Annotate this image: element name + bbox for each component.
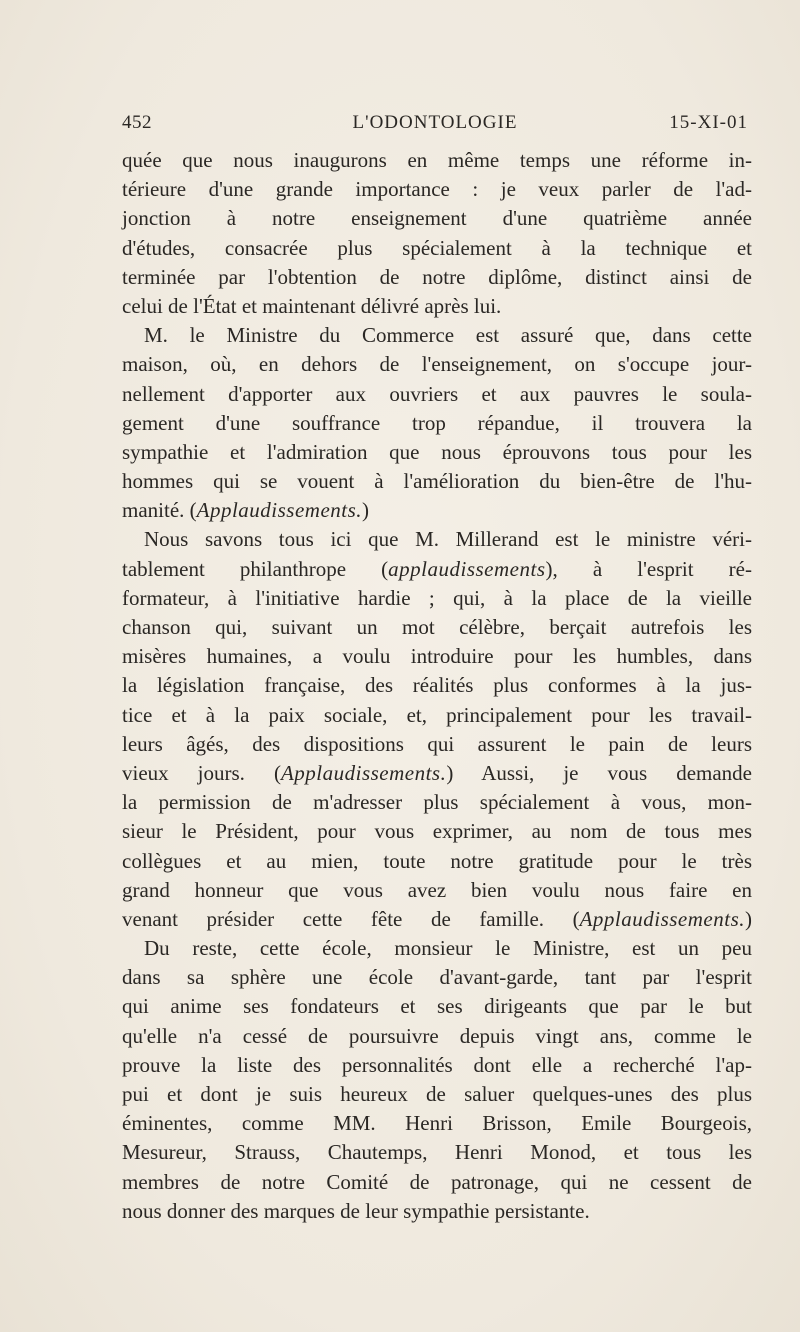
text-segment: venant présider cette fête de famille. (: [122, 906, 580, 931]
issue-date: 15-XI-01: [669, 112, 748, 133]
text-line: Nous savons tous ici que M. Millerand est le ministre véri-: [144, 527, 752, 552]
text-line: leurs âgés, des dispositions qui assurent le pain de leurs: [122, 731, 752, 756]
text-line: M. le Ministre du Commerce est assuré que, dans cette: [144, 323, 752, 348]
text-line: Mesureur, Strauss, Chautemps, Henri Monod, et tous les: [122, 1140, 752, 1165]
text-line: tice et à la paix sociale, et, principalement pour les travail-: [122, 702, 752, 727]
text-line: nous donner des marques de leur sympathie persistante.: [122, 1198, 590, 1223]
text-line: quée que nous inaugurons en même temps une réforme in-: [122, 148, 752, 172]
text-line: membres de notre Comité de patronage, qui ne cessent de: [122, 1169, 752, 1194]
text-line: hommes qui se vouent à l'amélioration du bien-être de l'hu-: [122, 469, 752, 494]
journal-title: L'ODONTOLOGIE: [352, 112, 518, 133]
text-line: [122, 905, 752, 934]
running-header: [122, 112, 748, 142]
italic-segment: Applaudissements.: [280, 760, 447, 785]
body-text: [122, 146, 752, 1226]
text-line: maison, où, en dehors de l'enseignement, on s'occupe jour-: [122, 352, 752, 377]
text-line: d'études, consacrée plus spécialement à la technique et: [122, 235, 752, 260]
text-line: terminée par l'obtention de notre diplôme, distinct ainsi de: [122, 264, 752, 289]
text-line: [122, 555, 752, 584]
text-line: sieur le Président, pour vous exprimer, au nom de tous mes: [122, 819, 752, 844]
italic-segment: applaudissements: [388, 556, 546, 581]
text-line: [122, 496, 752, 525]
text-segment: vieux jours. (: [122, 760, 281, 785]
text-segment: ): [745, 906, 752, 931]
text-segment: ), à l'esprit ré-: [545, 556, 752, 581]
italic-segment: Applaudissements.: [579, 906, 745, 931]
text-line: chanson qui, suivant un mot célèbre, berçait autrefois les: [122, 615, 752, 639]
text-line: qui anime ses fondateurs et ses dirigeants que par le but: [122, 994, 752, 1019]
text-line: la législation française, des réalités plus conformes à la jus-: [122, 673, 752, 698]
text-line: collègues et au mien, toute notre gratitude pour le très: [122, 848, 752, 873]
text-line: gement d'une souffrance trop répandue, il trouvera la: [122, 410, 752, 435]
text-line: jonction à notre enseignement d'une quatrième année: [122, 206, 752, 231]
text-line: grand honneur que vous avez bien voulu nous faire en: [122, 877, 752, 902]
text-line: dans sa sphère une école d'avant-garde, tant par l'esprit: [122, 965, 752, 990]
text-segment: ) Aussi, je vous demande: [446, 760, 752, 785]
text-line: [122, 759, 752, 788]
text-line: térieure d'une grande importance : je veux parler de l'ad-: [122, 177, 752, 202]
text-line: pui et dont je suis heureux de saluer quelques-unes des plus: [122, 1082, 752, 1106]
text-line: sympathie et l'admiration que nous éprouvons tous pour les: [122, 439, 752, 464]
page-number: 452: [122, 112, 152, 133]
text-line: qu'elle n'a cessé de poursuivre depuis vingt ans, comme le: [122, 1023, 752, 1048]
text-line: prouve la liste des personnalités dont elle a recherché l'ap-: [122, 1052, 752, 1077]
text-line: éminentes, comme MM. Henri Brisson, Emile Bourgeois,: [122, 1111, 752, 1136]
text-segment: ): [362, 498, 370, 523]
italic-segment: Applaudissements.: [196, 498, 363, 523]
text-line: Du reste, cette école, monsieur le Ministre, est un peu: [144, 936, 752, 961]
text-segment: tablement philanthrope (: [122, 556, 389, 581]
text-line: nellement d'apporter aux ouvriers et aux pauvres le soula-: [122, 381, 752, 406]
text-line: misères humaines, a voulu introduire pour les humbles, dans: [122, 644, 752, 669]
text-line: celui de l'État et maintenant délivré après lui.: [122, 293, 502, 318]
text-line: la permission de m'adresser plus spécialement à vous, mon-: [122, 790, 752, 815]
text-segment: manité. (: [122, 498, 197, 523]
text-line: formateur, à l'initiative hardie ; qui, à la place de la vieille: [122, 585, 752, 610]
